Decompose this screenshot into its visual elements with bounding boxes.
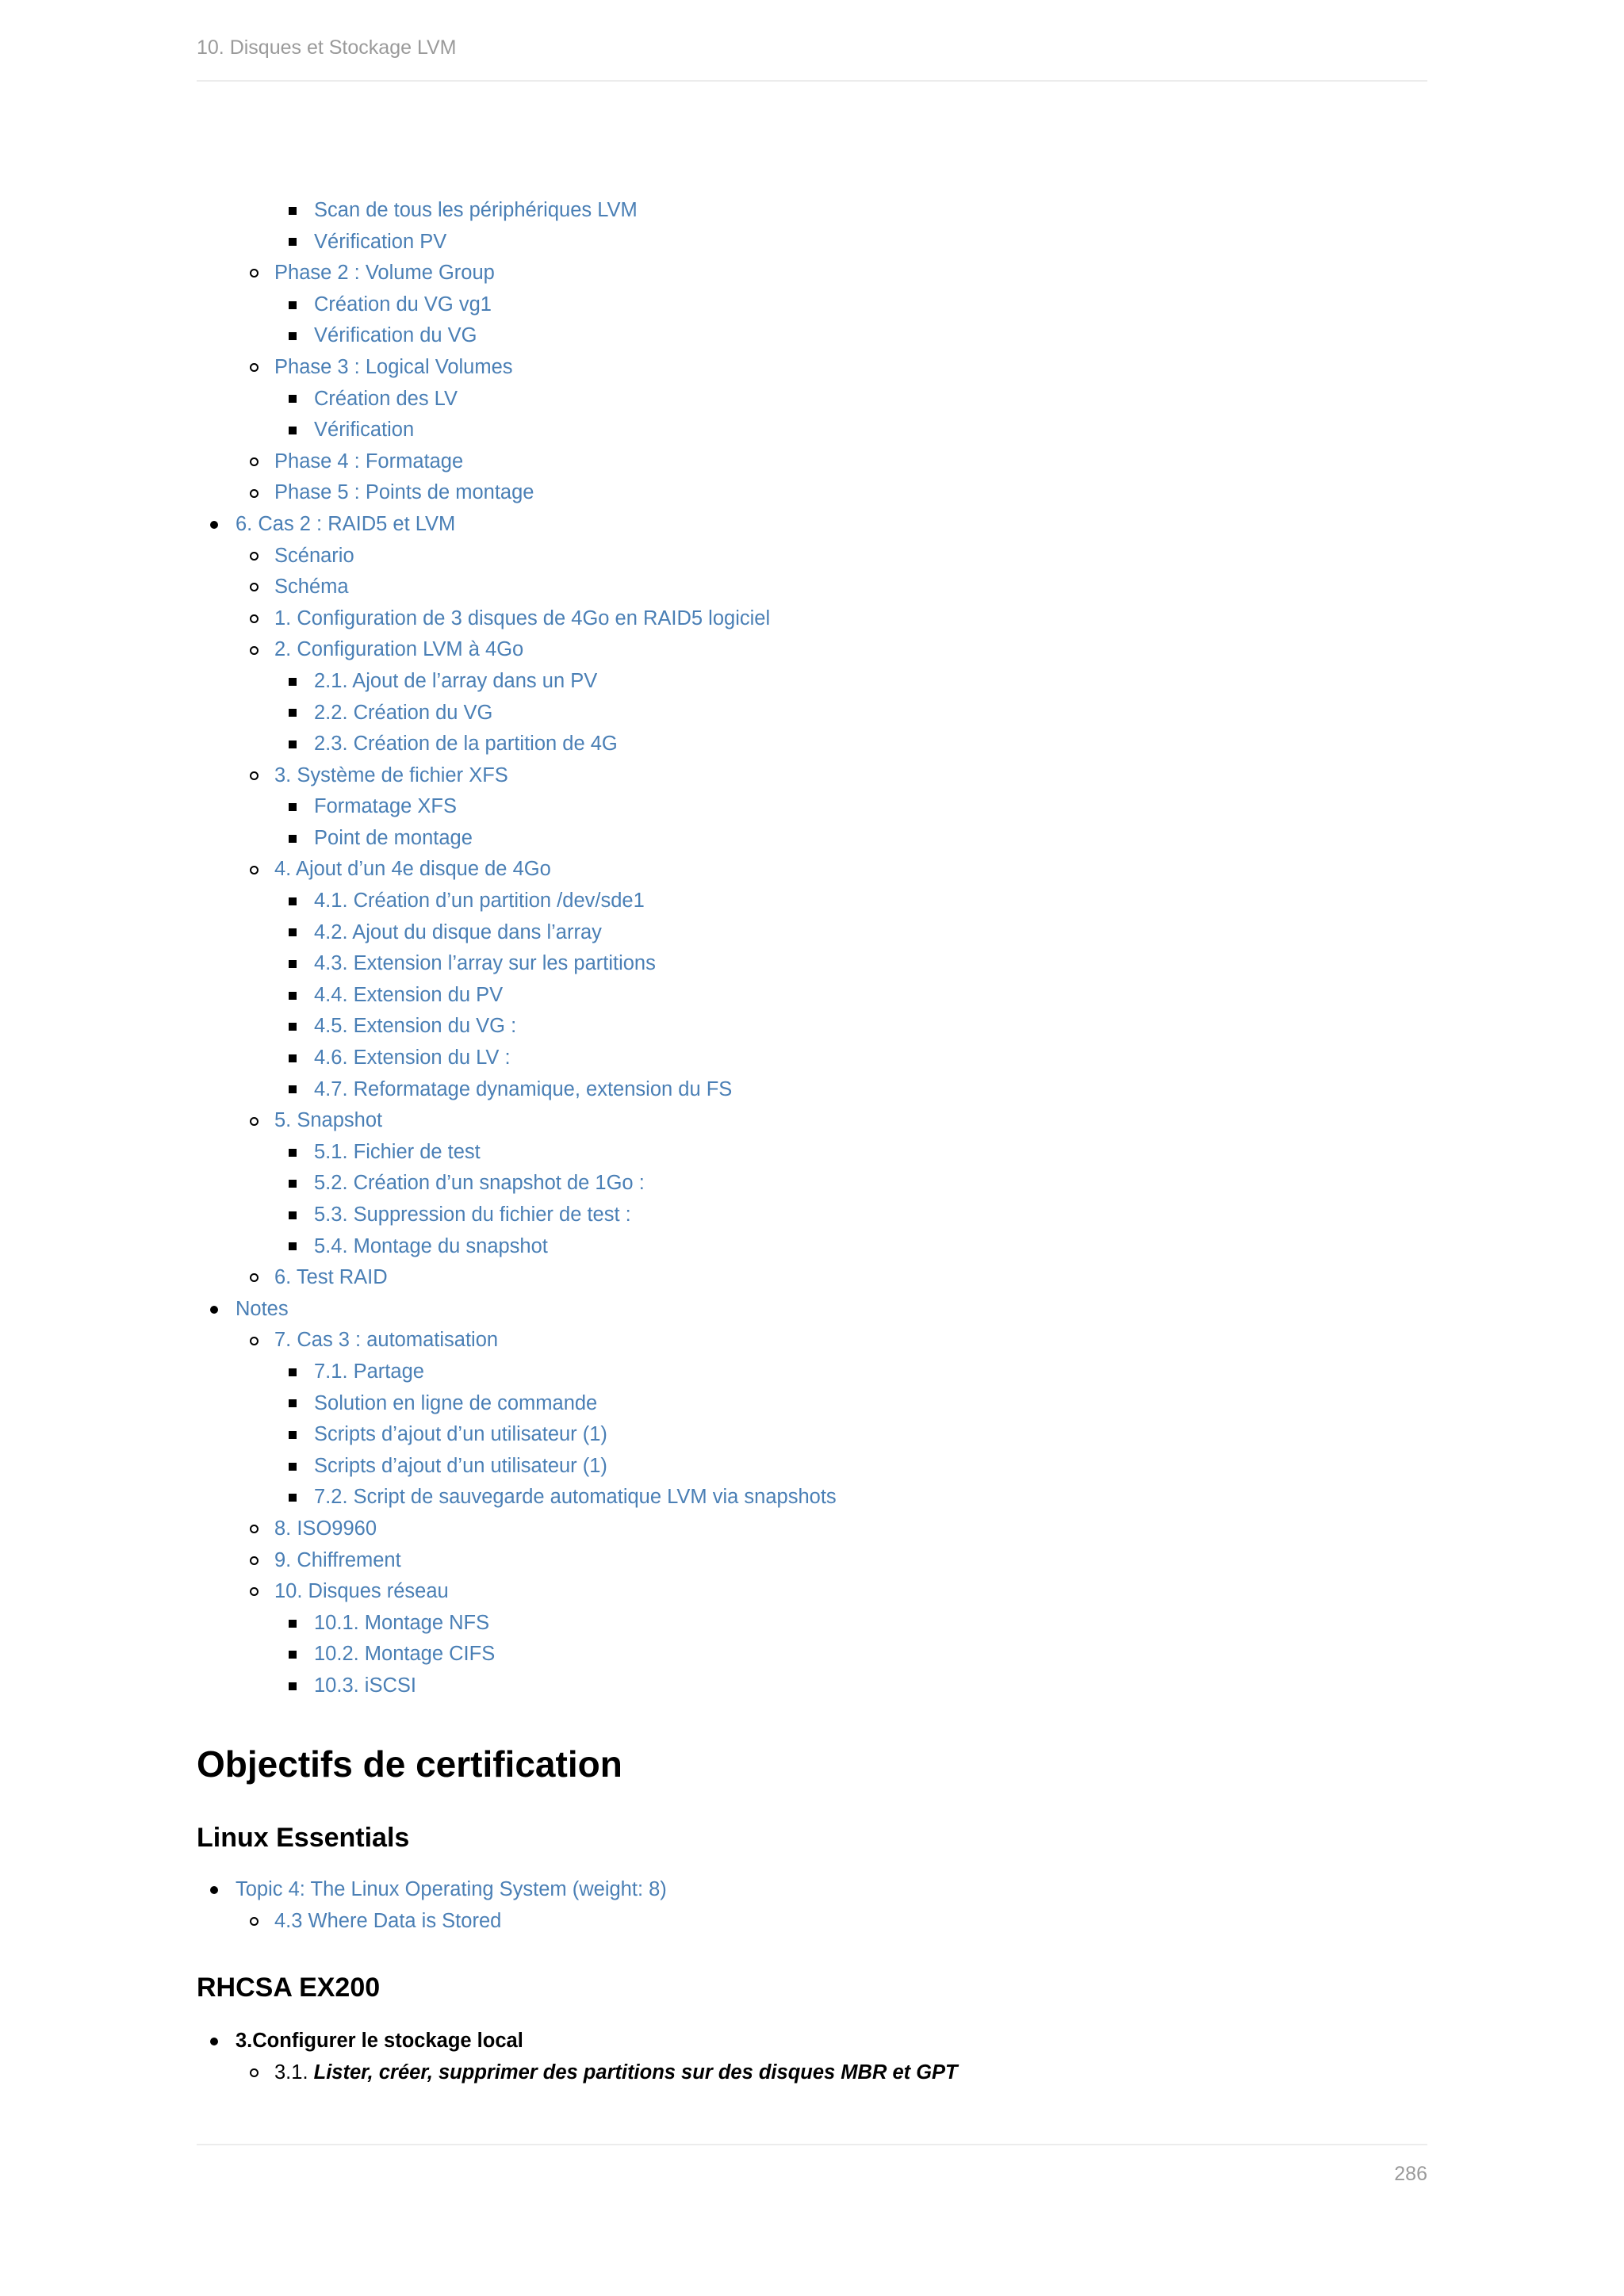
toc-item [197, 1608, 1427, 1640]
square-bullet-icon [289, 395, 297, 403]
toc-link[interactable]: Vérification du VG [314, 324, 477, 347]
toc-link[interactable]: Vérification PV [314, 230, 447, 253]
list-item [197, 1874, 1427, 1906]
toc-link[interactable]: Création des LV [314, 387, 458, 410]
square-bullet-icon [289, 1149, 297, 1157]
toc-link[interactable]: Vérification [314, 419, 415, 442]
toc-item [197, 227, 1427, 258]
toc-link[interactable]: 4.3. Extension l’array sur les partitions [314, 952, 656, 975]
toc-link[interactable]: 7.2. Script de sauvegarde automatique LVM via snapshots [314, 1486, 837, 1509]
toc-item [197, 1325, 1427, 1357]
square-bullet-icon [289, 960, 297, 968]
list-item [197, 1906, 1427, 1938]
toc-item [197, 1357, 1427, 1388]
toc-item [197, 1137, 1427, 1169]
square-bullet-icon [289, 835, 297, 843]
toc-link[interactable]: Scan de tous les périphériques LVM [314, 199, 638, 221]
toc-item [197, 1451, 1427, 1483]
toc-link[interactable]: 5.1. Fichier de test [314, 1140, 481, 1163]
circle-bullet-icon [250, 552, 259, 561]
toc-link[interactable]: 8. ISO9960 [274, 1517, 377, 1540]
toc-item [197, 634, 1427, 666]
toc-link[interactable]: 3. Système de fichier XFS [274, 763, 508, 786]
linux-essentials-list [197, 1874, 1427, 1937]
circle-bullet-icon [250, 646, 259, 655]
circle-bullet-icon [250, 1273, 259, 1282]
disc-bullet-icon [210, 1886, 218, 1894]
toc-link[interactable]: Scripts d’ajout d’un utilisateur (1) [314, 1454, 607, 1477]
square-bullet-icon [289, 897, 297, 905]
toc-item [197, 1639, 1427, 1670]
toc-item [197, 572, 1427, 603]
circle-bullet-icon [250, 1337, 259, 1345]
square-bullet-icon [289, 207, 297, 215]
list-item [197, 2057, 1427, 2089]
toc-item [197, 729, 1427, 760]
circle-bullet-icon [250, 1587, 259, 1596]
toc-link[interactable]: 10.1. Montage NFS [314, 1611, 490, 1634]
toc-item [197, 1513, 1427, 1545]
toc-link[interactable]: Point de montage [314, 826, 473, 849]
toc-link[interactable]: Phase 2 : Volume Group [274, 262, 495, 285]
footer-divider [197, 2144, 1427, 2145]
disc-bullet-icon [210, 2038, 218, 2045]
circle-bullet-icon [250, 771, 259, 780]
toc-item [197, 1670, 1427, 1702]
toc-item [197, 509, 1427, 541]
square-bullet-icon [289, 740, 297, 748]
square-bullet-icon [289, 1242, 297, 1250]
toc-link[interactable]: 2. Configuration LVM à 4Go [274, 638, 524, 661]
toc-link[interactable]: 7. Cas 3 : automatisation [274, 1329, 499, 1352]
circle-bullet-icon [250, 363, 259, 372]
toc-link[interactable]: Formatage XFS [314, 795, 457, 818]
toc-item [197, 886, 1427, 917]
toc-link[interactable]: 7.1. Partage [314, 1360, 424, 1383]
toc-item [197, 1262, 1427, 1294]
toc-link[interactable]: Scénario [274, 544, 354, 567]
toc-link[interactable]: Notes [236, 1297, 289, 1320]
square-bullet-icon [289, 1463, 297, 1471]
toc-item [197, 477, 1427, 509]
subtopic-link[interactable]: 4.3 Where Data is Stored [274, 1909, 502, 1932]
toc-link[interactable]: 10.2. Montage CIFS [314, 1643, 496, 1666]
toc-item [197, 854, 1427, 886]
rhcsa-item-label: 3.Configurer le stockage local [236, 2030, 523, 2052]
toc-item [197, 541, 1427, 572]
page-number: 286 [1394, 2163, 1427, 2185]
rhcsa-sub-number: 3.1. [274, 2061, 308, 2084]
toc-item [197, 1168, 1427, 1200]
toc-item [197, 415, 1427, 446]
list-item [197, 2026, 1427, 2057]
circle-bullet-icon [250, 1917, 259, 1926]
circle-bullet-icon [250, 583, 259, 591]
toc-link[interactable]: 5.3. Suppression du fichier de test : [314, 1203, 631, 1226]
subheading-linux-essentials: Linux Essentials [197, 1823, 410, 1853]
square-bullet-icon [289, 1399, 297, 1407]
toc-link[interactable]: 4.7. Reformatage dynamique, extension du FS [314, 1077, 733, 1100]
toc-link[interactable]: Schéma [274, 576, 349, 599]
rhcsa-list [197, 2026, 1427, 2088]
toc-link[interactable]: 4.1. Création d’un partition /dev/sde1 [314, 890, 645, 913]
toc-link[interactable]: 5.2. Création d’un snapshot de 1Go : [314, 1172, 645, 1195]
circle-bullet-icon [250, 1525, 259, 1533]
toc-item [197, 917, 1427, 949]
square-bullet-icon [289, 1368, 297, 1376]
circle-bullet-icon [250, 489, 259, 498]
square-bullet-icon [289, 992, 297, 1000]
toc-link[interactable]: 5. Snapshot [274, 1109, 383, 1132]
topic-link[interactable]: Topic 4: The Linux Operating System (weight: 8) [236, 1878, 667, 1900]
toc-item [197, 1545, 1427, 1577]
toc-item [197, 603, 1427, 635]
toc-item [197, 1294, 1427, 1326]
toc-item [197, 1576, 1427, 1608]
toc-item [197, 698, 1427, 729]
toc-link[interactable]: 4. Ajout d’un 4e disque de 4Go [274, 858, 551, 881]
toc-link[interactable]: 4.6. Extension du LV : [314, 1047, 511, 1070]
toc-link[interactable]: 4.5. Extension du VG : [314, 1015, 517, 1038]
toc-item [197, 352, 1427, 384]
circle-bullet-icon [250, 1556, 259, 1565]
square-bullet-icon [289, 1682, 297, 1690]
square-bullet-icon [289, 678, 297, 686]
toc-link[interactable]: 6. Cas 2 : RAID5 et LVM [236, 512, 456, 535]
rhcsa-sub-text: Lister, créer, supprimer des partitions sur des disques MBR et GPT [313, 2061, 958, 2084]
toc-item [197, 1074, 1427, 1106]
toc-item [197, 1388, 1427, 1420]
circle-bullet-icon [250, 457, 259, 466]
circle-bullet-icon [250, 2068, 259, 2077]
toc-link[interactable]: Phase 5 : Points de montage [274, 481, 534, 504]
square-bullet-icon [289, 1180, 297, 1188]
square-bullet-icon [289, 1211, 297, 1219]
square-bullet-icon [289, 709, 297, 717]
toc-link[interactable]: 6. Test RAID [274, 1266, 388, 1289]
toc-item [197, 446, 1427, 478]
toc-item [197, 289, 1427, 321]
toc-item [197, 1011, 1427, 1043]
toc-link[interactable]: Phase 4 : Formatage [274, 450, 464, 473]
toc-link[interactable]: 4.4. Extension du PV [314, 983, 504, 1006]
toc-item [197, 823, 1427, 855]
toc-item [197, 980, 1427, 1012]
toc-link[interactable]: Création du VG vg1 [314, 293, 492, 316]
toc-link[interactable]: Phase 3 : Logical Volumes [274, 355, 513, 378]
section-heading-objectifs: Objectifs de certification [197, 1743, 622, 1785]
square-bullet-icon [289, 1431, 297, 1439]
square-bullet-icon [289, 803, 297, 811]
toc-item [197, 948, 1427, 980]
toc-item [197, 1231, 1427, 1263]
circle-bullet-icon [250, 614, 259, 623]
square-bullet-icon [289, 1494, 297, 1502]
circle-bullet-icon [250, 866, 259, 874]
toc-item [197, 195, 1427, 227]
square-bullet-icon [289, 301, 297, 309]
square-bullet-icon [289, 1651, 297, 1659]
circle-bullet-icon [250, 269, 259, 277]
toc-link[interactable]: 1. Configuration de 3 disques de 4Go en RAID5 logiciel [274, 607, 771, 629]
toc-item [197, 760, 1427, 792]
toc-link[interactable]: 10.3. iSCSI [314, 1674, 416, 1697]
toc-link[interactable]: 9. Chiffrement [274, 1548, 401, 1571]
square-bullet-icon [289, 238, 297, 246]
toc-link[interactable]: 2.1. Ajout de l’array dans un PV [314, 669, 598, 692]
toc-item [197, 1482, 1427, 1513]
toc-item [197, 1419, 1427, 1451]
disc-bullet-icon [210, 1306, 218, 1314]
toc-item [197, 666, 1427, 698]
toc-link[interactable]: 4.2. Ajout du disque dans l’array [314, 920, 602, 943]
toc-item [197, 791, 1427, 823]
toc-item [197, 1105, 1427, 1137]
disc-bullet-icon [210, 521, 218, 529]
table-of-contents [197, 195, 1427, 1702]
square-bullet-icon [289, 1023, 297, 1031]
toc-item [197, 384, 1427, 415]
circle-bullet-icon [250, 1117, 259, 1126]
subheading-rhcsa: RHCSA EX200 [197, 1973, 381, 2003]
toc-link[interactable]: 2.3. Création de la partition de 4G [314, 733, 618, 756]
header-divider [197, 80, 1427, 82]
toc-link[interactable]: 5.4. Montage du snapshot [314, 1234, 548, 1257]
toc-link[interactable]: 10. Disques réseau [274, 1580, 449, 1603]
square-bullet-icon [289, 1085, 297, 1093]
square-bullet-icon [289, 1054, 297, 1062]
square-bullet-icon [289, 427, 297, 434]
toc-link[interactable]: Solution en ligne de commande [314, 1391, 598, 1414]
square-bullet-icon [289, 332, 297, 340]
toc-item [197, 1043, 1427, 1074]
toc-link[interactable]: 2.2. Création du VG [314, 701, 493, 724]
square-bullet-icon [289, 928, 297, 936]
square-bullet-icon [289, 1620, 297, 1628]
toc-item [197, 320, 1427, 352]
toc-item [197, 1200, 1427, 1231]
toc-link[interactable]: Scripts d’ajout d’un utilisateur (1) [314, 1423, 607, 1446]
running-header: 10. Disques et Stockage LVM [197, 36, 457, 59]
toc-item [197, 258, 1427, 289]
